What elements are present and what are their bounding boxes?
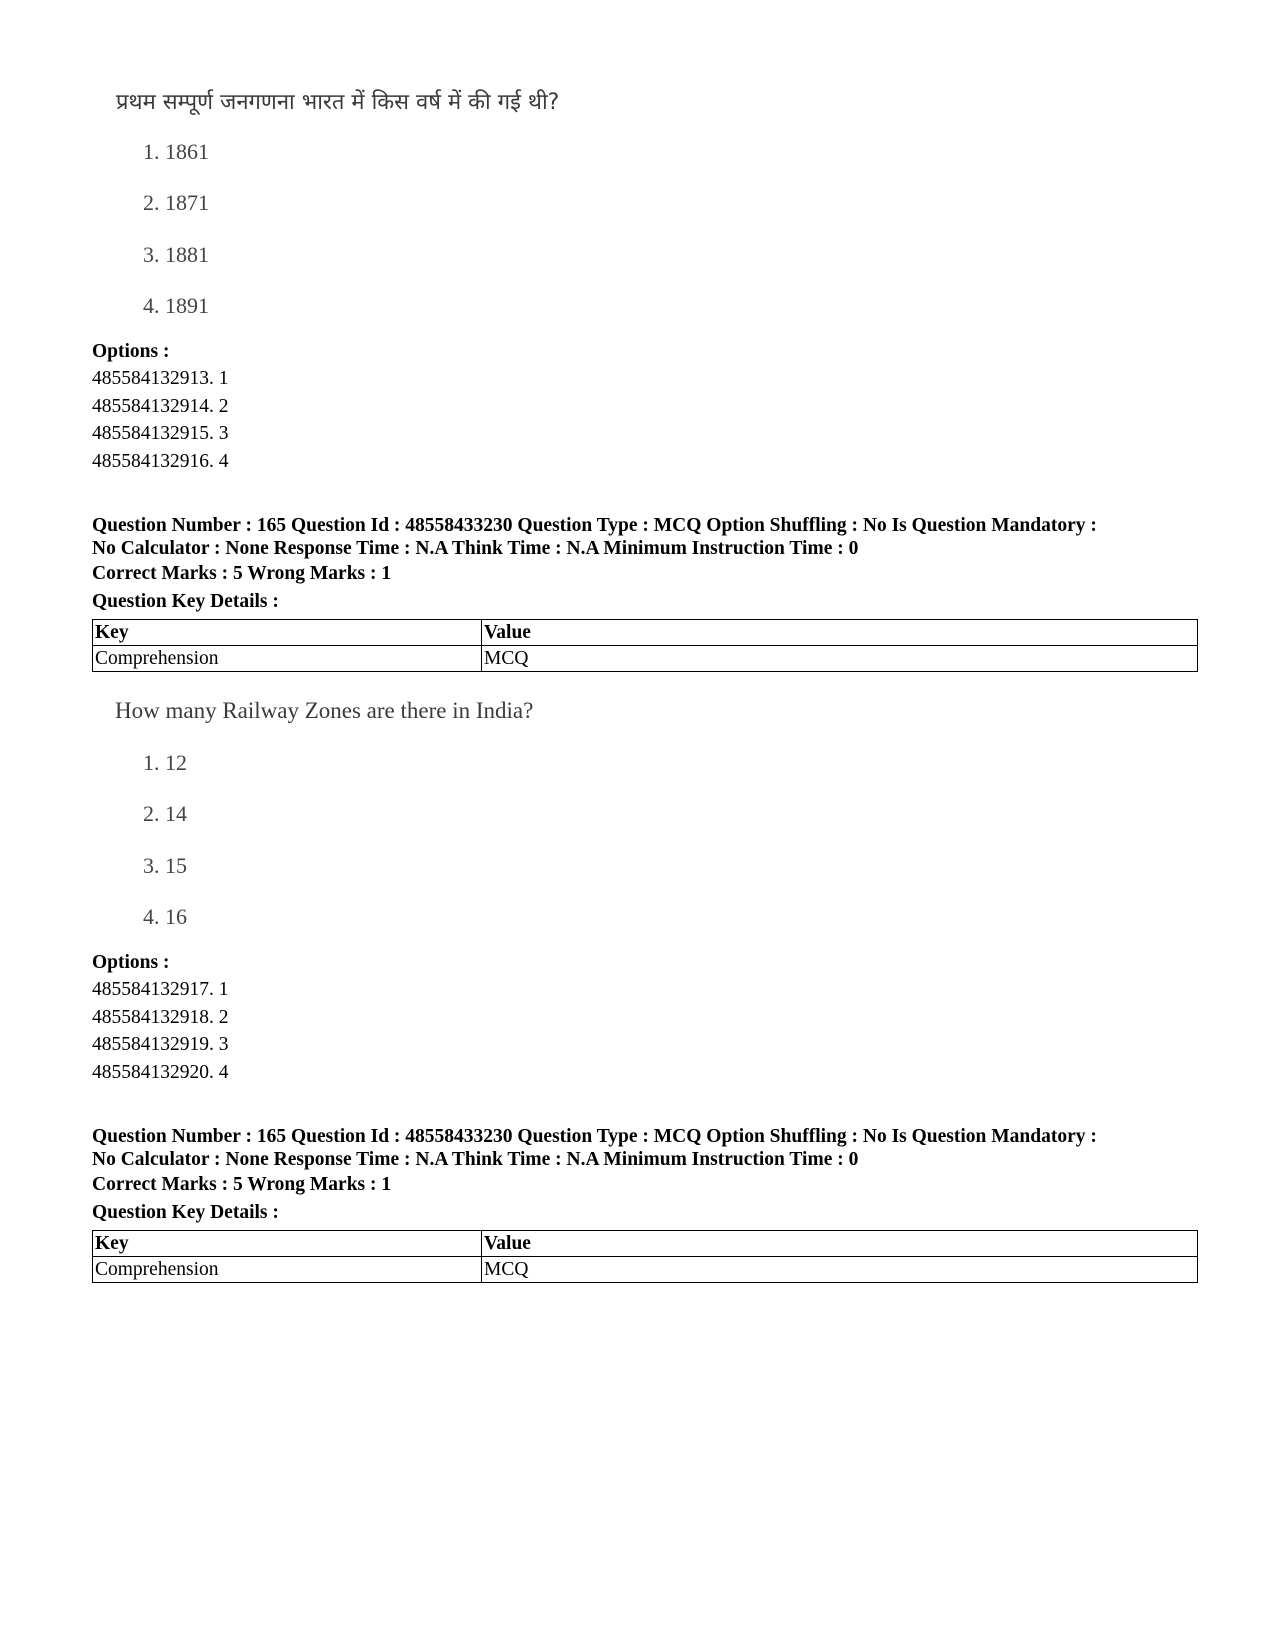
table-header-value: Value	[482, 620, 1198, 646]
table-header-row	[93, 620, 1198, 646]
question-2-choice-1: 1. 12	[143, 750, 187, 775]
table-row	[93, 646, 1198, 672]
question-1-choice-3: 3. 1881	[143, 242, 209, 267]
question-meta-line-2: No Calculator : None Response Time : N.A Think Time : N.A Minimum Instruction Time : 0	[92, 1149, 859, 1170]
options-label-2: Options :	[92, 952, 170, 973]
option-id-2: 485584132914. 2	[92, 396, 229, 417]
options-label-1: Options :	[92, 341, 170, 362]
option-id-5: 485584132917. 1	[92, 979, 229, 1000]
question-meta-line-1: Question Number : 165 Question Id : 48558433230 Question Type : MCQ Option Shuffling : No Is Question Mandatory :	[92, 1126, 1097, 1147]
question-meta-line-2: No Calculator : None Response Time : N.A Think Time : N.A Minimum Instruction Time : 0	[92, 538, 859, 559]
key-details-label-2: Question Key Details :	[92, 1202, 279, 1223]
question-2-choice-4: 4. 16	[143, 904, 187, 929]
option-id-7: 485584132919. 3	[92, 1034, 229, 1055]
question-1-choice-4: 4. 1891	[143, 293, 209, 318]
table-row	[93, 1257, 1198, 1283]
option-id-1: 485584132913. 1	[92, 368, 229, 389]
table-cell-value: MCQ	[482, 646, 1198, 672]
question-meta-1	[92, 514, 1192, 560]
table-cell-value: MCQ	[482, 1257, 1198, 1283]
question-2-choice-3: 3. 15	[143, 853, 187, 878]
question-1-choice-2: 2. 1871	[143, 190, 209, 215]
question-1-choice-1: 1. 1861	[143, 139, 209, 164]
key-details-table-2	[92, 1230, 1198, 1283]
table-cell-key: Comprehension	[93, 646, 482, 672]
table-header-value: Value	[482, 1231, 1198, 1257]
marks-line-1: Correct Marks : 5 Wrong Marks : 1	[92, 563, 392, 584]
key-details-label-1: Question Key Details :	[92, 591, 279, 612]
option-id-4: 485584132916. 4	[92, 451, 229, 472]
option-id-6: 485584132918. 2	[92, 1007, 229, 1028]
table-header-key: Key	[93, 620, 482, 646]
question-1-text: प्रथम सम्पूर्ण जनगणना भारत में किस वर्ष में की गई थी?	[116, 90, 560, 115]
question-2-text: How many Railway Zones are there in India?	[115, 698, 534, 723]
table-header-row	[93, 1231, 1198, 1257]
question-meta-line-1: Question Number : 165 Question Id : 48558433230 Question Type : MCQ Option Shuffling : No Is Question Mandatory :	[92, 515, 1097, 536]
question-meta-2	[92, 1125, 1192, 1171]
table-header-key: Key	[93, 1231, 482, 1257]
key-details-table-1	[92, 619, 1198, 672]
marks-line-2: Correct Marks : 5 Wrong Marks : 1	[92, 1174, 392, 1195]
question-2-choice-2: 2. 14	[143, 801, 187, 826]
table-cell-key: Comprehension	[93, 1257, 482, 1283]
option-id-3: 485584132915. 3	[92, 423, 229, 444]
option-id-8: 485584132920. 4	[92, 1062, 229, 1083]
